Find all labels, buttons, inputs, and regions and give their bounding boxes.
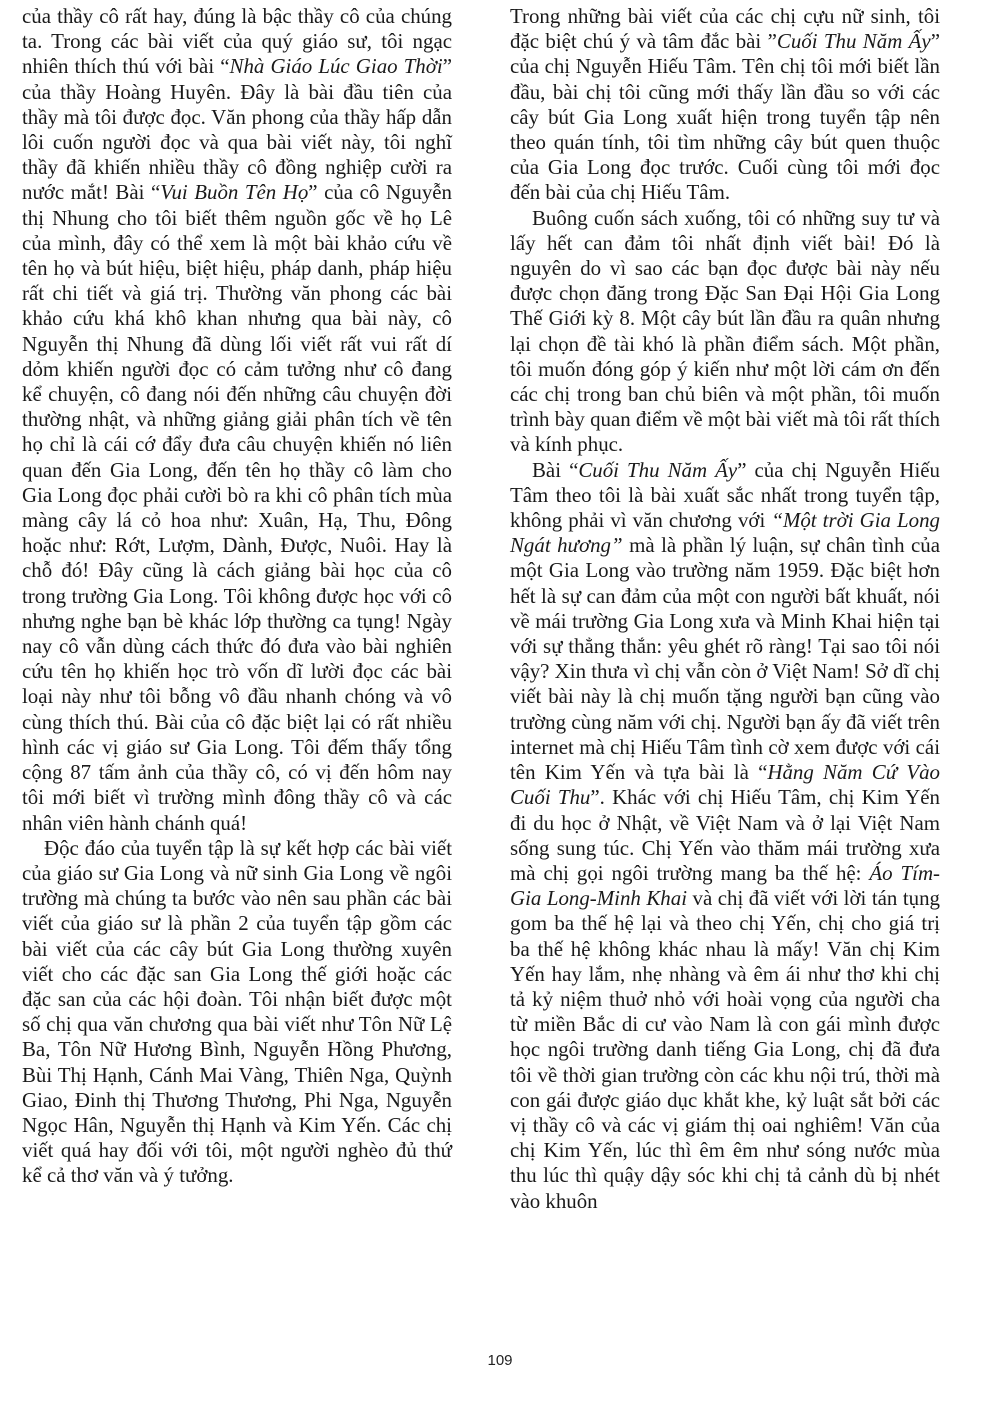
italic-title-text: Hằng Năm Cứ Vào Cuối Thu [510, 760, 940, 810]
page-number: 109 [487, 1352, 513, 1369]
text-run: ”. Khác với chị Hiếu Tâm, chị Kim Yến đi du học ở Nhật, về Việt Nam và ở lại Việt Nam sống sung túc. Chị Yến vào thăm mái trường xưa mà chị gọi ngôi trường mang ba thế hệ: [510, 785, 940, 885]
italic-title-text: Áo Tím-Gia Long-Minh Khai [510, 860, 940, 911]
italic-title-text: Vui Buồn Tên Họ [160, 180, 309, 205]
text-run: Độc đáo của tuyển tập là sự kết hợp các bài viết của giáo sư Gia Long và nữ sinh Gia Long về ngôi trường mà chúng ta bước vào nên sau phần các bài viết của giáo sư là phần 2 của tuyển tập gồm các bài viết của các cây bút Gia Long thường xuyên viết cho các đặc san Gia Long thế giới hoặc các đặc san của các hội đoàn. Tôi nhận biết được một số chị qua văn chương qua bài viết như Tôn Nữ Lệ Ba, Tôn Nữ Hương Bình, Nguyễn Hồng Phương, Bùi Thị Hạnh, Cánh Mai Vàng, Thiên Nga, Quỳnh Giao, Đinh thị Thương Thương, Phi Nga, Nguyễn Ngọc Hân, Nguyễn thị Hạnh và Kim Yến. Các chị viết quá hay đối với tôi, một người nghèo đủ thứ kể cả thơ văn và ý tưởng. [22, 835, 452, 1188]
paragraph [510, 206, 940, 458]
text-run: ” của chị Nguyễn Hiếu Tâm theo tôi là bài xuất sắc nhất trong tuyển tập, không phải vì văn chương với [510, 457, 940, 533]
left-column [22, 4, 452, 1189]
italic-title-text: Cuối Thu Năm Ấy [776, 29, 931, 54]
text-run: Trong những bài viết của các chị cựu nữ sinh, tôi đặc biệt chú ý và tâm đắc bài ” [510, 4, 940, 54]
text-run: và chị đã viết với lời tán tụng gom ba thế hệ lại và theo chị Yến, chị cho giá trị ba thế hệ không khác nhau là mấy! Văn chị Kim Yến hay lắm, nhẹ nhàng và êm ái như thơ khi chị tả kỷ niệm thuở nhỏ với hoài vọng của người cha từ miền Bắc di cư vào Nam là con gái mình được học ngôi trường danh tiếng Gia Long, chị đã đưa tôi về thời gian trường còn các khu nội trú, thời mà con gái được giáo dục khắt khe, kỷ luật sắt bởi các vị thầy cô và các vị giám thị oai nghiêm! Văn của chị Kim Yến, lúc thì êm êm như sóng nước mùa thu lúc thì quậy dậy sóc khi chị tả cảnh dù bị nhét vào khuôn [510, 886, 940, 1213]
right-column [510, 4, 940, 1214]
paragraph [510, 4, 940, 206]
text-run: ” của thầy Hoàng Huyên. Đây là bài đầu tiên của thầy mà tôi được đọc. Văn phong của thầy hấp dẫn lôi cuốn người đọc và qua bài viết này, tôi nghĩ thầy đã khiến nhiều thầy cô đồng nghiệp cười ra nước mắt! Bài “ [22, 54, 452, 205]
paragraph [510, 458, 940, 1214]
text-run: ” của cô Nguyễn thị Nhung cho tôi biết thêm nguồn gốc về họ Lê của mình, đây có thể xem là một bài khảo cứu về tên họ và bút hiệu, biệt hiệu, pháp danh, pháp hiệu rất chi tiết và giá trị. Thường văn phong các bài khảo cứu khá khô khan nhưng qua bài này, cô Nguyễn thị Nhung đã dùng lối viết rất vui rất dí dỏm khiến người đọc có cảm tưởng như cô đang kể chuyện, cô đang nói đến những câu chuyện đời thường nhật, và những giảng giải phân tích về tên họ chỉ là cái cớ đẩy đưa câu chuyện khiến nó liên quan đến Gia Long, đến tên họ thầy cô làm cho Gia Long đọc phải cười bò ra khi cô phân tích mùa màng cây lá cỏ hoa như: Xuân, Hạ, Thu, Đông hoặc như: Rớt, Lượm, Dành, Được, Nuôi. Hay là chỗ đó! Đây cũng là cách giảng bài học của cô trong trường Gia Long. Tôi không được học với cô nhưng nghe bạn bè khác lớp thường ca tụng! Ngày nay cô vẫn dùng cách thức đó đưa vào bài nghiên cứu tên họ khiến học trò vốn dĩ lười đọc các bài loại này như tôi bỗng vô đầu nhanh chóng và vô cùng thích thú. Bài của cô đặc biệt lại có rất nhiều hình các vị giáo sư Gia Long. Tôi đếm thấy tổng cộng 87 tấm ảnh của thầy cô, có vị đến hôm nay tôi mới biết vì trường mình đông thầy cô và các nhân viên hành chánh quá! [22, 180, 452, 835]
text-run: của thầy cô rất hay, đúng là bậc thầy cô của chúng ta. Trong các bài viết của quý giáo sư, tôi ngạc nhiên thích thú với bài “ [22, 4, 452, 79]
italic-title-text: “Một trời Gia Long Ngát hương” [510, 508, 940, 558]
text-run: Buông cuốn sách xuống, tôi có những suy tư và lấy hết can đảm tôi nhất định viết bài! Đó là nguyên do vì sao các bạn đọc được bài này nếu được chọn đăng trong Đặc San Đại Hội Gia Long Thế Giới kỳ 8. Một cây bút lần đầu ra quân nhưng lại chọn đề tài khó là phần điểm sách. Một phần, tôi muốn đóng góp ý kiến như một lời cám ơn đến các chị trong ban chủ biên và một phần, tôi muốn trình bày quan điểm về một bài viết mà tôi rất thích và kính phục. [510, 205, 940, 457]
paragraph [22, 836, 452, 1189]
italic-title-text: Nhà Giáo Lúc Giao Thời [229, 54, 443, 79]
paragraph [22, 4, 452, 836]
text-run: Bài “ [532, 457, 579, 482]
text-run: mà là phần lý luận, sự chân tình của một Gia Long vào trường năm 1959. Đặc biệt hơn hết là sự can đảm của một con người bất khuất, nói về mái trường Gia Long xưa và Minh Khai hiện tại với sự thẳng thắn: yêu ghét rõ ràng! Tại sao tôi nói vậy? Xin thưa vì chị vẫn còn ở Việt Nam! Sở dĩ chị viết bài này là chị muốn tặng người bạn cũng vào trường cùng năm với chị. Người bạn ấy đã viết trên internet mà chị Hiếu Tâm tình cờ xem được với cái tên Kim Yến và tựa bài là “ [510, 533, 940, 785]
text-run: ” của chị Nguyễn Hiếu Tâm. Tên chị tôi mới biết lần đầu, bài chị tôi cũng mới thấy lần đầu so với các cây bút Gia Long xuất hiện trong tuyển tập nên theo quán tính, tôi tìm những cây bút quen thuộc của Gia Long đọc trước. Cuối cùng tôi mới đọc đến bài của chị Hiếu Tâm. [510, 29, 940, 205]
italic-title-text: Cuối Thu Năm Ấy [578, 457, 738, 482]
